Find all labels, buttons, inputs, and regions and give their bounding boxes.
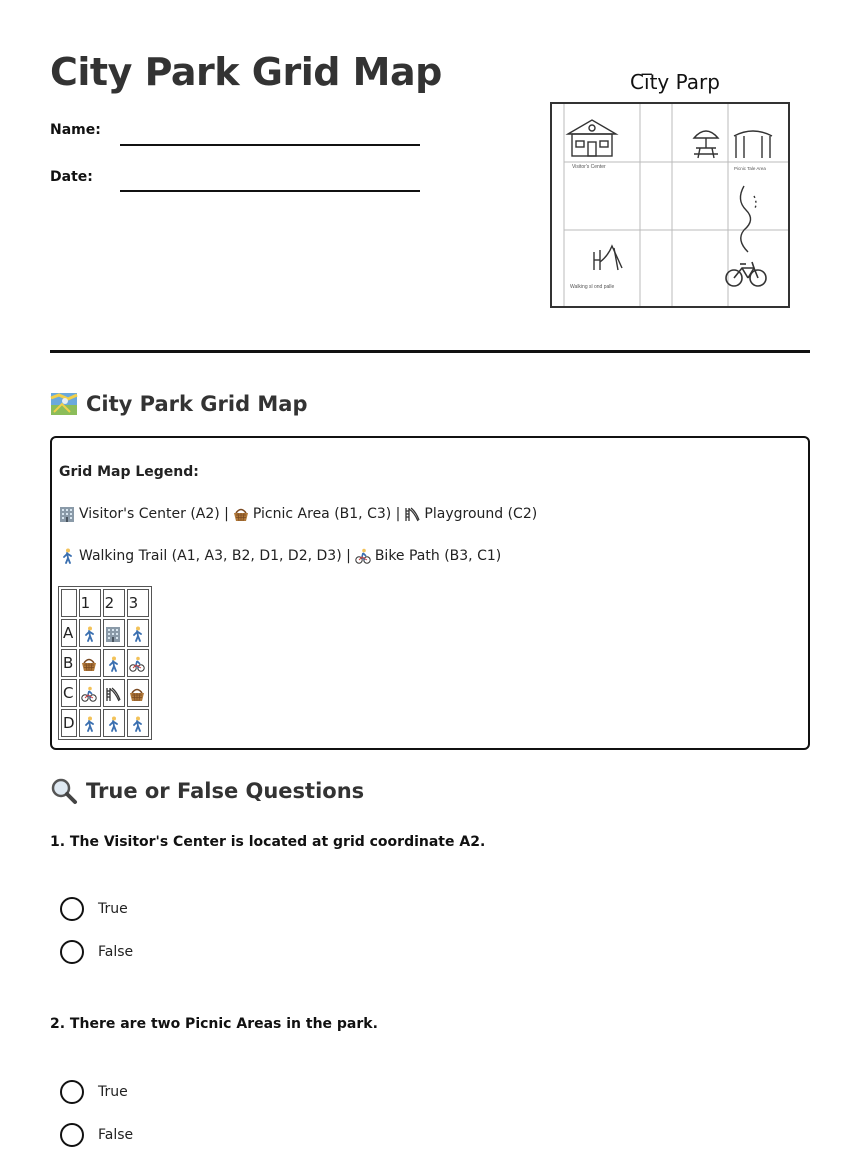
grid-row	[61, 619, 149, 647]
grid-row-label: D	[61, 709, 77, 737]
radio-button[interactable]	[60, 940, 84, 964]
walker-icon	[81, 716, 97, 732]
question-1: 1. The Visitor's Center is located at grid coordinate A2.	[50, 834, 486, 850]
grid-cell	[127, 649, 149, 677]
legend-walking-text: Walking Trail (A1, A3, B2, D1, D2, D3) |	[79, 548, 351, 564]
trail-icon	[740, 186, 756, 252]
grid-column-header: 2	[103, 589, 125, 617]
map-heading-text: City Park Grid Map	[86, 392, 308, 416]
basket-icon	[129, 686, 145, 702]
question-2: 2. There are two Picnic Areas in the park.	[50, 1016, 378, 1032]
section-divider	[50, 350, 810, 353]
option-label: False	[98, 944, 134, 960]
pavilion-icon	[734, 131, 772, 158]
park-illustration	[550, 102, 790, 308]
walker-icon	[129, 626, 145, 642]
grid-cell	[103, 649, 125, 677]
legend-visitor-text: Visitor's Center (A2) |	[79, 506, 229, 522]
walker-icon	[129, 716, 145, 732]
page-title: City Park Grid Map	[50, 50, 442, 94]
legend-line-1	[59, 506, 537, 522]
picnic-label: Picnic Tale Area	[734, 166, 766, 171]
q2-option-true[interactable]	[60, 1080, 128, 1104]
grid-cell	[79, 649, 101, 677]
basket-icon	[233, 506, 249, 522]
grid-map-legend	[50, 436, 810, 750]
radio-button[interactable]	[60, 1080, 84, 1104]
building-icon	[105, 626, 121, 642]
magnifier-icon	[50, 777, 78, 805]
bicycle-icon	[726, 262, 766, 286]
questions-heading-text: True or False Questions	[86, 779, 365, 803]
grid-cell	[127, 709, 149, 737]
cyclist-icon	[355, 548, 371, 564]
grid-row-label: A	[61, 619, 77, 647]
grid-cell	[103, 679, 125, 707]
grid-row	[61, 649, 149, 677]
date-field[interactable]	[120, 190, 420, 192]
walking-label: Walking sl ond palle	[570, 284, 615, 290]
house-icon	[568, 120, 616, 156]
grid-cell	[79, 709, 101, 737]
grid-row-label: C	[61, 679, 77, 707]
legend-line-2	[59, 548, 501, 564]
basket-icon	[81, 656, 97, 672]
building-icon	[59, 506, 75, 522]
walker-icon	[105, 716, 121, 732]
q1-option-false[interactable]	[60, 940, 133, 964]
radio-button[interactable]	[60, 897, 84, 921]
walker-icon	[59, 548, 75, 564]
grid-cell	[103, 709, 125, 737]
grid-row	[61, 679, 149, 707]
grid-cell	[127, 619, 149, 647]
legend-bike-text: Bike Path (B3, C1)	[374, 548, 502, 564]
cyclist-icon	[129, 656, 145, 672]
option-label: True	[98, 1084, 128, 1100]
map-icon	[50, 390, 78, 418]
cyclist-icon	[81, 686, 97, 702]
name-label: Name:	[50, 122, 101, 138]
grid-row-label: B	[61, 649, 77, 677]
q2-option-false[interactable]	[60, 1123, 133, 1147]
grid-row	[61, 709, 149, 737]
walker-icon	[105, 656, 121, 672]
grid-column-header	[61, 589, 77, 617]
legend-playground-text: Playground (C2)	[424, 506, 538, 522]
grid-cell	[127, 679, 149, 707]
map-section-heading	[50, 390, 308, 418]
visitor-label: Visitor's Center	[572, 164, 606, 170]
grid-header-row	[61, 589, 149, 617]
grid-column-header: 1	[79, 589, 101, 617]
grid-column-header: 3	[127, 589, 149, 617]
grid-cell	[103, 619, 125, 647]
questions-section-heading	[50, 777, 364, 805]
slide-icon	[404, 506, 420, 522]
grid-cell	[79, 679, 101, 707]
option-label: False	[98, 1127, 134, 1143]
option-label: True	[98, 901, 128, 917]
date-label: Date:	[50, 169, 93, 185]
illustration-title: Ci̅ty Parp	[630, 70, 720, 94]
slide-icon	[594, 246, 622, 270]
picnic-table-icon	[694, 131, 718, 158]
walker-icon	[81, 626, 97, 642]
grid-cell	[79, 619, 101, 647]
legend-heading: Grid Map Legend:	[59, 464, 199, 480]
grid-table	[58, 586, 152, 740]
radio-button[interactable]	[60, 1123, 84, 1147]
q1-option-true[interactable]	[60, 897, 128, 921]
legend-picnic-text: Picnic Area (B1, C3) |	[252, 506, 401, 522]
slide-icon	[105, 686, 121, 702]
name-field[interactable]	[120, 144, 420, 146]
